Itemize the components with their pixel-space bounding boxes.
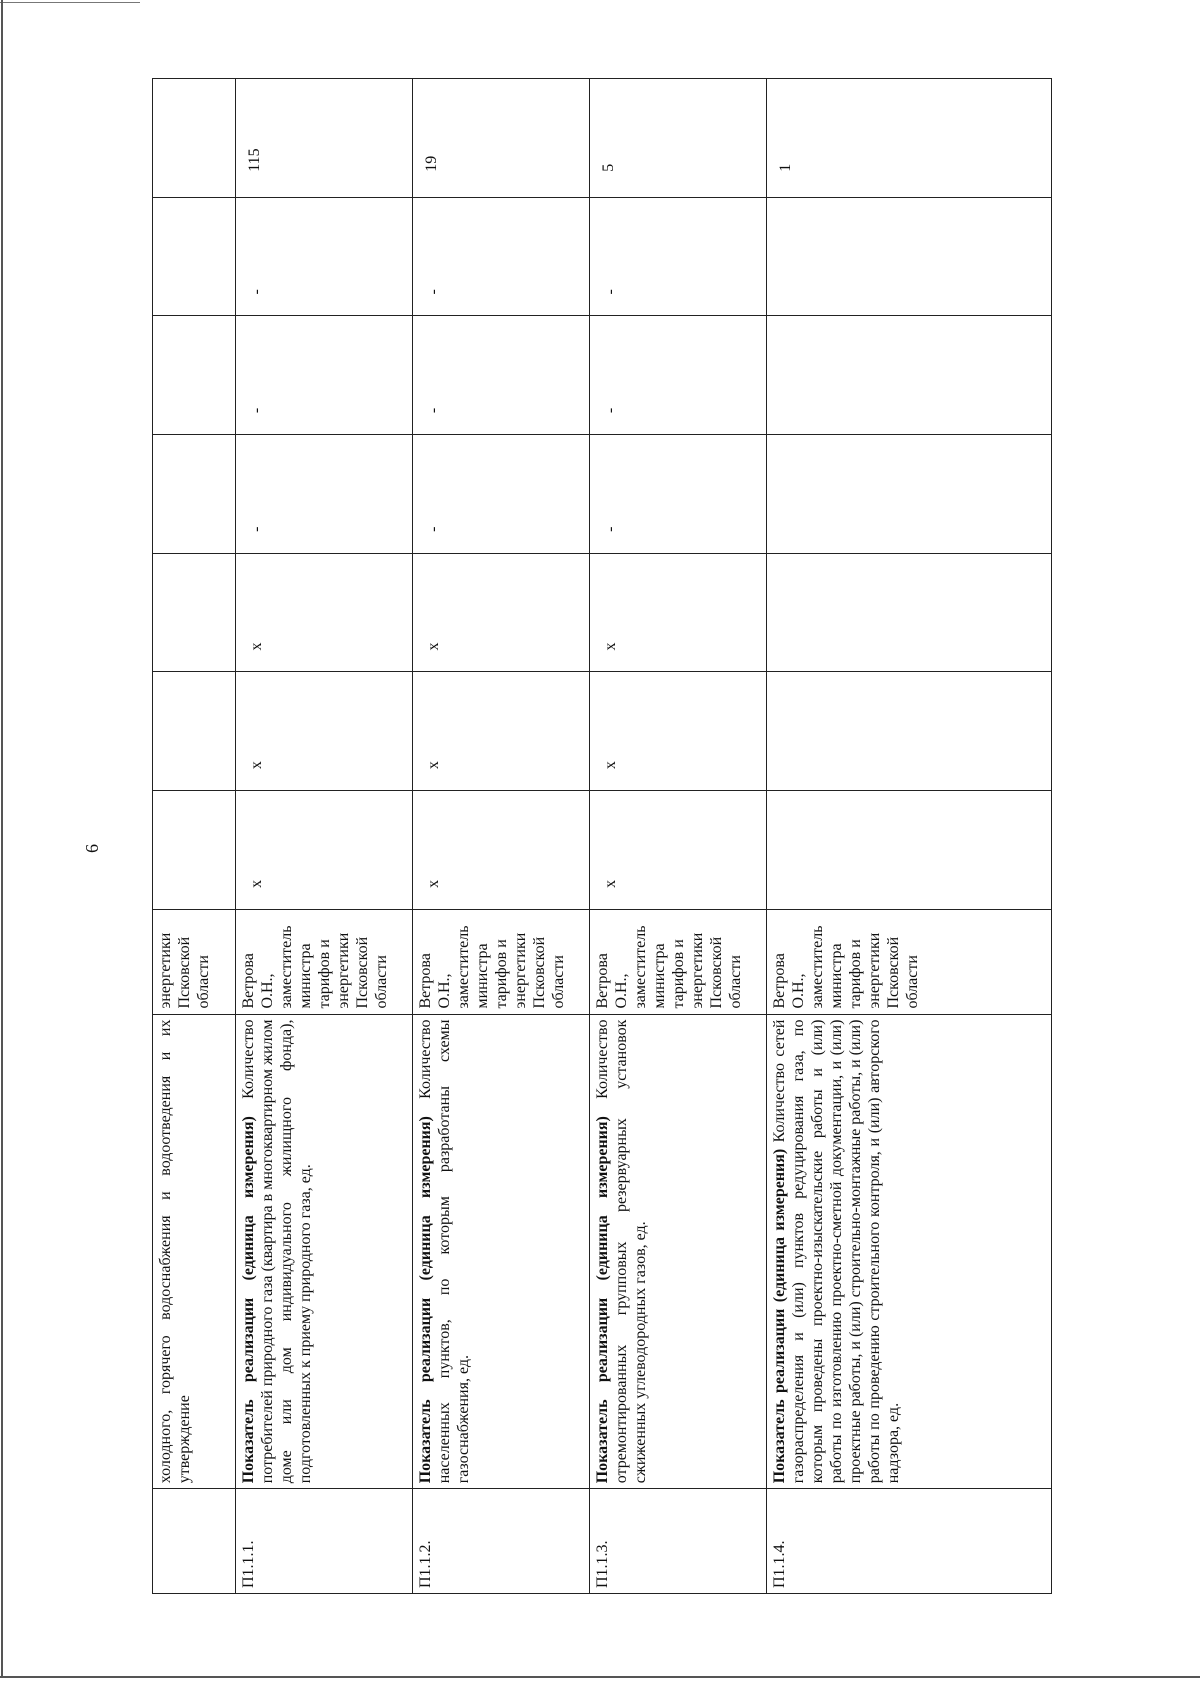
description-cell xyxy=(413,1014,590,1489)
value-cell xyxy=(590,79,767,198)
value-mark: х xyxy=(425,879,442,888)
value-cell xyxy=(153,79,236,198)
row-code: П1.1.2. xyxy=(417,1540,434,1588)
table-row-continued xyxy=(153,79,236,1594)
value-mark: - xyxy=(248,407,265,414)
row-heading: Показатель реализации (единица измерения) xyxy=(417,1116,434,1484)
description-cell xyxy=(236,1014,413,1489)
code-cell xyxy=(590,1489,767,1594)
description-cell xyxy=(590,1014,767,1489)
value-number: 5 xyxy=(600,163,617,172)
value-mark: - xyxy=(425,289,442,295)
value-cell xyxy=(590,197,767,316)
code-cell xyxy=(153,1489,236,1594)
value-cell xyxy=(413,197,590,316)
value-cell xyxy=(153,316,236,435)
row-heading: Показатель реализации (единица измерения) xyxy=(594,1116,611,1484)
row-code: П1.1.1. xyxy=(240,1540,257,1588)
value-cell xyxy=(413,435,590,554)
value-cell xyxy=(236,435,413,554)
value-cell xyxy=(413,316,590,435)
row-code: П1.1.3. xyxy=(594,1540,611,1588)
row-text: Количество потребителей природного газа (квартира в многоквартирном жилом доме или дом индивидуального жилищного фонда), подготовленных к приему природного газа, ед. xyxy=(240,1019,314,1484)
value-cell xyxy=(590,553,767,672)
code-cell xyxy=(236,1489,413,1594)
continued-responsible: энергетики Псковской области xyxy=(157,932,212,1009)
row-responsible: Ветрова О.Н., заместитель министра тарифов и энергетики Псковской области xyxy=(771,925,921,1009)
value-cell xyxy=(590,672,767,791)
row-code: П1.1.4. xyxy=(771,1540,788,1588)
value-mark: х xyxy=(248,879,265,888)
value-mark xyxy=(770,677,778,785)
value-mark: х xyxy=(425,761,442,770)
value-cell xyxy=(590,791,767,910)
value-cell xyxy=(236,79,413,198)
value-mark: х xyxy=(602,879,619,888)
responsible-cell xyxy=(236,909,413,1014)
code-cell xyxy=(767,1489,1052,1594)
value-cell xyxy=(153,791,236,910)
table-row xyxy=(413,79,590,1594)
value-mark: х xyxy=(425,642,442,651)
row-responsible: Ветрова О.Н., заместитель министра тарифов и энергетики Псковской области xyxy=(594,925,744,1009)
value-mark xyxy=(770,321,778,429)
value-mark xyxy=(770,796,778,904)
value-cell xyxy=(767,316,1052,435)
value-cell xyxy=(590,435,767,554)
responsible-cell xyxy=(153,909,236,1014)
value-cell xyxy=(590,316,767,435)
value-cell xyxy=(413,79,590,198)
continued-description: холодного, горячего водоснабжения и водоотведения и их утверждение xyxy=(157,1019,193,1484)
page-number: 6 xyxy=(82,844,102,853)
value-cell xyxy=(413,553,590,672)
value-cell xyxy=(153,197,236,316)
value-cell xyxy=(767,553,1052,672)
value-cell xyxy=(153,435,236,554)
value-mark xyxy=(770,440,778,548)
value-cell xyxy=(413,791,590,910)
responsible-cell xyxy=(590,909,767,1014)
value-mark: - xyxy=(248,289,265,295)
value-mark: - xyxy=(602,289,619,295)
value-mark: - xyxy=(425,526,442,532)
row-text: Количество отремонтированных групповых резервуарных установок сжиженных углеводородных газов, ед. xyxy=(594,1019,649,1484)
value-mark: х xyxy=(248,642,265,651)
value-number: 1 xyxy=(777,163,794,172)
value-cell xyxy=(413,672,590,791)
value-cell xyxy=(236,553,413,672)
value-mark: - xyxy=(425,407,442,414)
value-mark: х xyxy=(602,761,619,770)
row-responsible: Ветрова О.Н., заместитель министра тарифов и энергетики Псковской области xyxy=(240,925,390,1009)
indicators-table xyxy=(152,78,1052,1594)
value-cell xyxy=(236,197,413,316)
description-cell xyxy=(153,1014,236,1489)
value-mark: х xyxy=(248,761,265,770)
row-text: Количество сетей газораспределения и (или) пунктов редуцирования газа, по которым проведены проектно-изыскательские работы и (или) работы по изготовлению проектно-сметной документации, и (или) проектные работы, и (или) строительно-монтажные работы, и (или) работы по проведению строительного контроля, и (или) авторского надзора, ед. xyxy=(771,1019,902,1484)
value-mark: - xyxy=(248,526,265,532)
value-cell xyxy=(236,672,413,791)
value-mark: - xyxy=(602,407,619,414)
value-mark xyxy=(770,203,778,311)
value-number: 19 xyxy=(423,155,440,172)
value-cell xyxy=(767,791,1052,910)
value-cell xyxy=(767,79,1052,198)
row-text: Количество населенных пунктов, по которым разработаны схемы газоснабжения, ед. xyxy=(417,1019,472,1484)
code-cell xyxy=(413,1489,590,1594)
row-heading: Показатель реализации (единица измерения) xyxy=(240,1116,257,1484)
value-cell xyxy=(153,553,236,672)
value-cell xyxy=(767,197,1052,316)
value-mark: - xyxy=(602,526,619,532)
value-cell xyxy=(153,672,236,791)
table-row xyxy=(236,79,413,1594)
table-row xyxy=(590,79,767,1594)
row-responsible: Ветрова О.Н., заместитель министра тарифов и энергетики Псковской области xyxy=(417,925,567,1009)
value-cell xyxy=(767,435,1052,554)
value-cell xyxy=(767,672,1052,791)
value-mark: х xyxy=(602,642,619,651)
description-cell xyxy=(767,1014,1052,1489)
table-row xyxy=(767,79,1052,1594)
row-heading: Показатель реализации (единица измерения) xyxy=(771,1148,788,1484)
responsible-cell xyxy=(413,909,590,1014)
value-mark xyxy=(770,559,778,667)
value-number: 115 xyxy=(246,148,263,172)
value-cell xyxy=(236,316,413,435)
value-cell xyxy=(236,791,413,910)
responsible-cell xyxy=(767,909,1052,1014)
